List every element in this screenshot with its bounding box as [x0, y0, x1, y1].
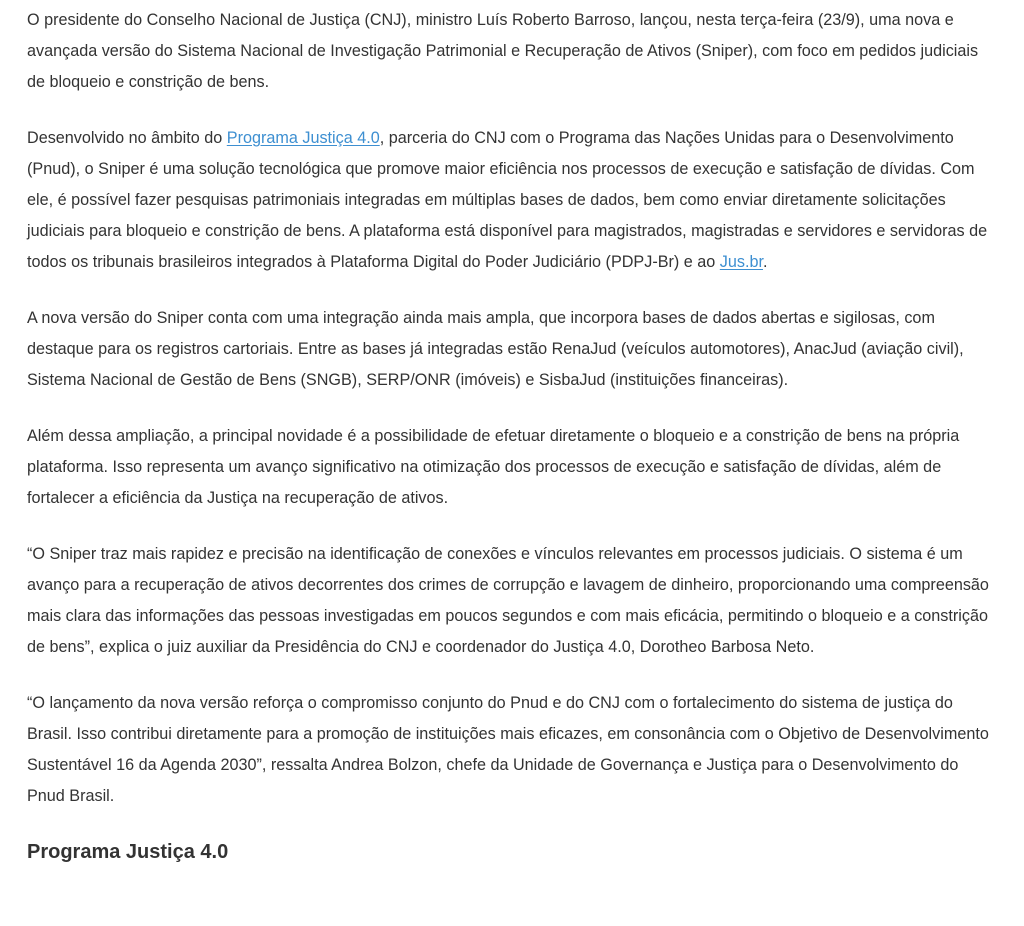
paragraph-intro: O presidente do Conselho Nacional de Justiça (CNJ), ministro Luís Roberto Barroso, lançou, nesta terça-feira (23/9), uma nova e avançada versão do Sistema Nacional de Investigação Patrimonial e Recuperação de Ativos (Sniper), com foco em pedidos judiciais de bloqueio e constrição de bens.: [27, 11, 979, 91]
paragraph-program-lead: Desenvolvido no âmbito do: [27, 129, 227, 147]
programa-justica-link[interactable]: Programa Justiça 4.0: [226, 129, 380, 147]
paragraph-program: [27, 123, 999, 278]
paragraph-program-end: .: [762, 253, 768, 271]
section-heading: Programa Justiça 4.0: [27, 841, 229, 863]
quote-bolzon: “O lançamento da nova versão reforça o compromisso conjunto do Pnud e do CNJ com o fortalecimento do sistema de justiça do Brasil. Isso contribui diretamente para a promoção de instituições mais eficazes, em consonância com o Objetivo de Desenvolvimento Sustentável 16 da Agenda 2030”, ressalta Andrea Bolzon, chefe da Unidade de Governança e Justiça para o Desenvolvimento do Pnud Brasil.: [27, 694, 989, 805]
paragraph-novelty: Além dessa ampliação, a principal novidade é a possibilidade de efetuar diretamente o bloqueio e a constrição de bens na própria plataforma. Isso representa um avanço significativo na otimização dos processos de execução e satisfação de dívidas, além de fortalecer a eficiência da Justiça na recuperação de ativos.: [27, 427, 960, 507]
paragraph-integration: A nova versão do Sniper conta com uma integração ainda mais ampla, que incorpora bases de dados abertas e sigilosas, com destaque para os registros cartoriais. Entre as bases já integradas estão RenaJud (veículos automotores), AnacJud (aviação civil), Sistema Nacional de Gestão de Bens (SNGB), SERP/ONR (imóveis) e SisbaJud (instituições financeiras).: [27, 309, 964, 389]
paragraph-program-body: , parceria do CNJ com o Programa das Nações Unidas para o Desenvolvimento (Pnud), o Sniper é uma solução tecnológica que promove maior eficiência nos processos de execução e satisfação de dívidas. Com ele, é possível fazer pesquisas patrimoniais integradas em múltiplas bases de dados, bem como enviar diretamente solicitações judiciais para bloqueio e constrição de bens. A plataforma está disponível para magistrados, magistradas e servidores e servidoras de todos os tribunais brasileiros integrados à Plataforma Digital do Poder Judiciário (PDPJ-Br) e ao: [27, 129, 988, 271]
quote-dorotheo: “O Sniper traz mais rapidez e precisão na identificação de conexões e vínculos relevantes em processos judiciais. O sistema é um avanço para a recuperação de ativos decorrentes dos crimes de corrupção e lavagem de dinheiro, proporcionando uma compreensão mais clara das informações das pessoas investigadas em poucos segundos e com mais eficácia, permitindo o bloqueio e a constrição de bens”, explica o juiz auxiliar da Presidência do CNJ e coordenador do Justiça 4.0, Dorotheo Barbosa Neto.: [27, 545, 989, 656]
jus-br-link[interactable]: Jus.br: [719, 253, 763, 271]
